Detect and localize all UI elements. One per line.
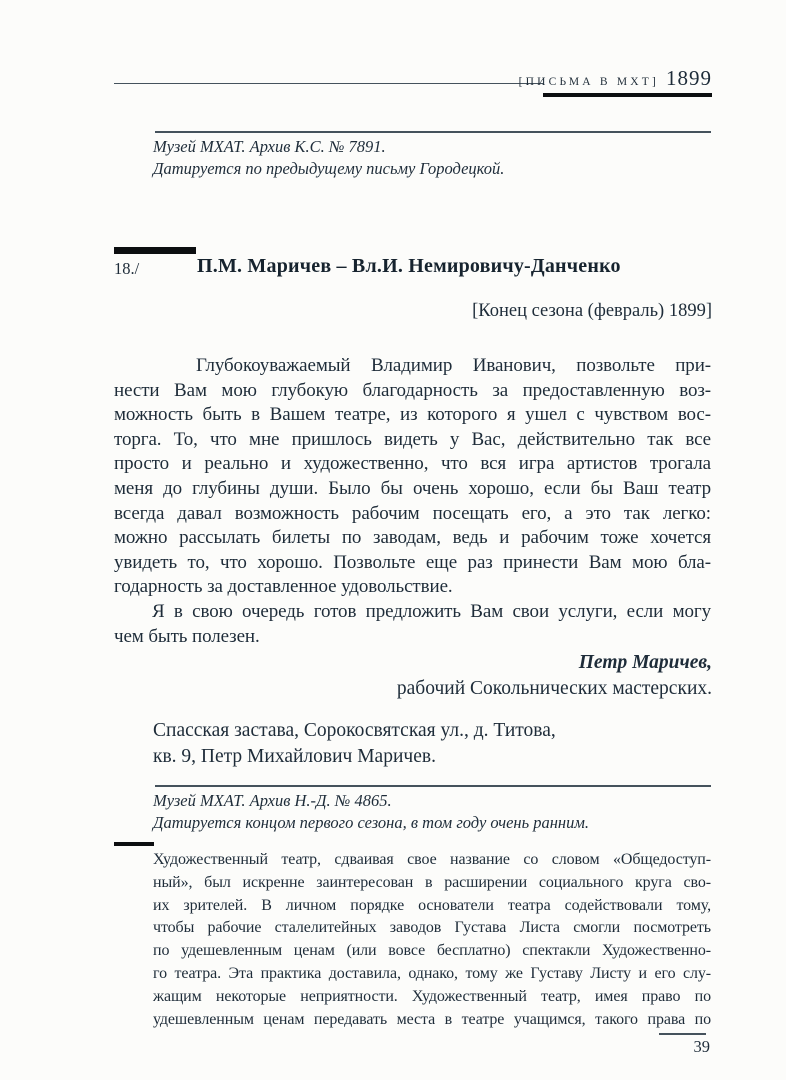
archival-note-bottom-line1: Музей МХАТ. Архив Н.-Д. № 4865.: [153, 791, 392, 810]
text-line: чем быть полезен.: [114, 625, 260, 647]
archival-note-top: [153, 136, 504, 179]
archival-note-bottom-line2: Датируется концом первого сезона, в том году очень ранним.: [153, 812, 590, 832]
archival-note-top-rule: [155, 131, 711, 133]
commentary-marker-bar: [114, 842, 154, 846]
text-line: жащим некоторые неприятности. Художественный театр, имея право по: [153, 987, 711, 1005]
running-title: [ПИСЬМА В МХТ]: [518, 76, 659, 88]
sender-address: [153, 718, 556, 770]
address-line2: кв. 9, Петр Михайлович Маричев.: [153, 746, 436, 767]
signature-role: рабочий Сокольнических мастерских.: [396, 677, 712, 699]
text-line: торга. То, что мне пришлось видеть у Вас, действительно так все: [114, 428, 711, 450]
text-line: Я в свою очередь готов предложить Вам свои услуги, если могу: [152, 601, 711, 622]
archival-note-top-line2: Датируется по предыдущему письму Городецкой.: [153, 158, 505, 178]
archival-note-top-line1: Музей МХАТ. Архив К.С. № 7891.: [153, 137, 386, 156]
archival-note-bottom-rule: [155, 785, 711, 787]
text-line: просто и реально и художественно, что вся игра артистов трогала: [114, 453, 711, 475]
text-line: нести Вам мою глубокую благодарность за предоставленную воз-: [114, 379, 711, 401]
text-line: удешевленным ценам передавать места в театре учащимся, такого права по: [153, 1010, 711, 1028]
text-line: можность быть в Вашем театре, из которого я ушел с чувством вос-: [114, 404, 711, 426]
text-line: чтобы рабочие сталелитейных заводов Густава Листа смогли посмотреть: [153, 919, 711, 937]
text-line: Глубокоуважаемый Владимир Иванович, позвольте при-: [196, 355, 711, 376]
letter-paragraph-1: [114, 354, 711, 600]
letter-number: 18./: [114, 259, 140, 278]
signature-name: Петр Маричев,: [578, 652, 712, 673]
text-line: го театра. Эта практика доставила, однако, тому же Густаву Листу и его слу-: [153, 964, 711, 982]
text-line: меня до глубины души. Было бы очень хорошо, если бы Ваш театр: [114, 477, 711, 499]
header-year: 1899: [666, 66, 712, 90]
text-line: Художественный театр, сдваивая свое название со словом «Общедоступ-: [153, 851, 711, 868]
running-header: [519, 66, 712, 91]
text-line: их зрителей. В личном порядке основатели театра содействовали тому,: [153, 896, 711, 914]
archival-note-bottom: [153, 790, 589, 833]
letter-signature: [397, 650, 712, 701]
header-thick-rule: [543, 93, 712, 97]
text-line: годарность за доставленное удовольствие.: [114, 576, 453, 598]
text-line: всегда давал возможность рабочим посещать его, а это так легко:: [114, 502, 711, 524]
commentary-paragraph: [153, 849, 711, 1031]
text-line: увидеть то, что хорошо. Позвольте еще раз принести Вам мою бла-: [114, 551, 711, 573]
letter-number-bar: [114, 247, 196, 254]
text-line: можно рассылать билеты по заводам, ведь и рабочим тоже хочется: [114, 527, 711, 549]
page-number: 39: [693, 1037, 710, 1056]
address-line1: Спасская застава, Сорокосвятская ул., д. Титова,: [153, 720, 556, 741]
letter-dateline: [Конец сезона (февраль) 1899]: [472, 301, 712, 321]
header-rule: [114, 83, 543, 84]
letter-paragraph-2: [114, 600, 711, 649]
text-line: по удешевленным ценам (или вовсе бесплатно) спектакли Художественно-: [153, 942, 711, 960]
letter-title: П.М. Маричев – Вл.И. Немировичу-Данченко: [197, 255, 621, 277]
page-number-rule: [659, 1033, 706, 1035]
text-line: ный», был искренне заинтересован в расширении социального круга сво-: [153, 873, 711, 891]
